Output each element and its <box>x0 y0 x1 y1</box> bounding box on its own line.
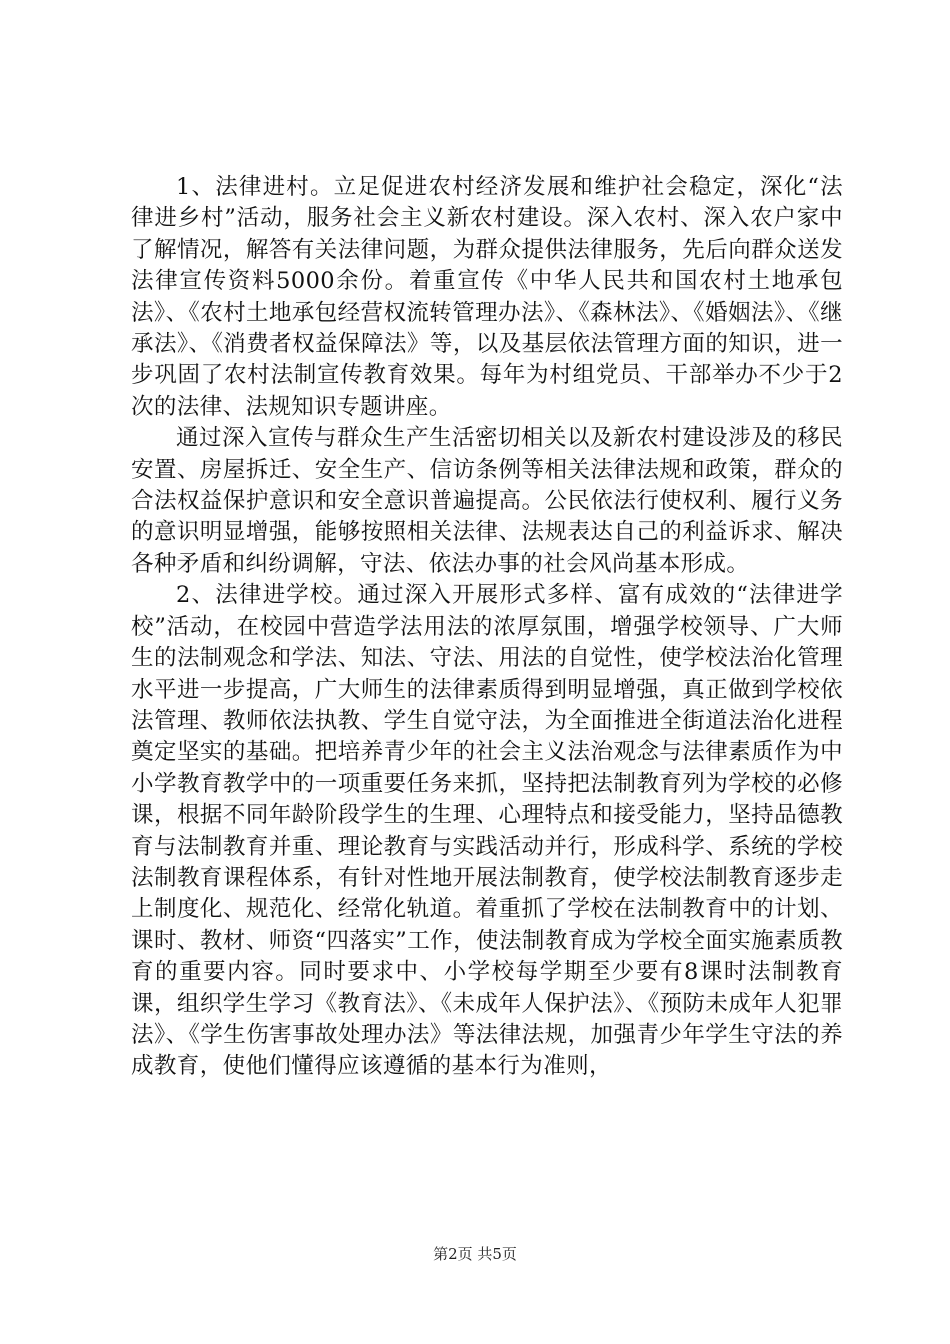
page-footer <box>0 1244 950 1264</box>
page-number: 第2页 共5页 <box>433 1245 517 1263</box>
document-body <box>131 172 843 1083</box>
paragraph-publicity-results: 通过深入宣传与群众生产生活密切相关以及新农村建设涉及的移民安置、房屋拆迁、安全生产、信访条例等相关法律法规和政策，群众的合法权益保护意识和安全意识普遍提高。公民依法行使权利、履行义务的意识明显增强，能够按照相关法律、法规表达自己的利益诉求、解决各种矛盾和纠纷调解，守法、依法办事的社会风尚基本形成。 <box>131 425 843 577</box>
paragraph-law-into-school: 2、法律进学校。通过深入开展形式多样、富有成效的“法律进学校”活动，在校园中营造学法用法的浓厚氛围，增强学校领导、广大师生的法制观念和学法、知法、守法、用法的自觉性，使学校法治化管理水平进一步提高，广大师生的法律素质得到明显增强，真正做到学校依法管理、教师依法执教、学生自觉守法，为全面推进全街道法治化进程奠定坚实的基础。把培养青少年的社会主义法治观念与法律素质作为中小学教育教学中的一项重要任务来抓，坚持把法制教育列为学校的必修课，根据不同年龄阶段学生的生理、心理特点和接受能力，坚持品德教育与法制教育并重、理论教育与实践活动并行，形成科学、系统的学校法制教育课程体系，有针对性地开展法制教育，使学校法制教育逐步走上制度化、规范化、经常化轨道。着重抓了学校在法制教育中的计划、课时、教材、师资“四落实”工作，使法制教育成为学校全面实施素质教育的重要内容。同时要求中、小学校每学期至少要有8课时法制教育课，组织学生学习《教育法》、《未成年人保护法》、《预防未成年人犯罪法》、《学生伤害事故处理办法》等法律法规，加强青少年学生守法的养成教育，使他们懂得应该遵循的基本行为准则， <box>131 582 843 1080</box>
paragraph-law-into-village: 1、法律进村。立足促进农村经济发展和维护社会稳定，深化“法律进乡村”活动，服务社会主义新农村建设。深入农村、深入农户家中了解情况，解答有关法律问题，为群众提供法律服务，先后向群众送发法律宣传资料5000余份。着重宣传《中华人民共和国农村土地承包法》、《农村土地承包经营权流转管理办法》、《森林法》、《婚姻法》、《继承法》、《消费者权益保障法》等，以及基层依法管理方面的知识，进一步巩固了农村法制宣传教育效果。每年为村组党员、干部举办不少于2次的法律、法规知识专题讲座。 <box>131 174 843 420</box>
